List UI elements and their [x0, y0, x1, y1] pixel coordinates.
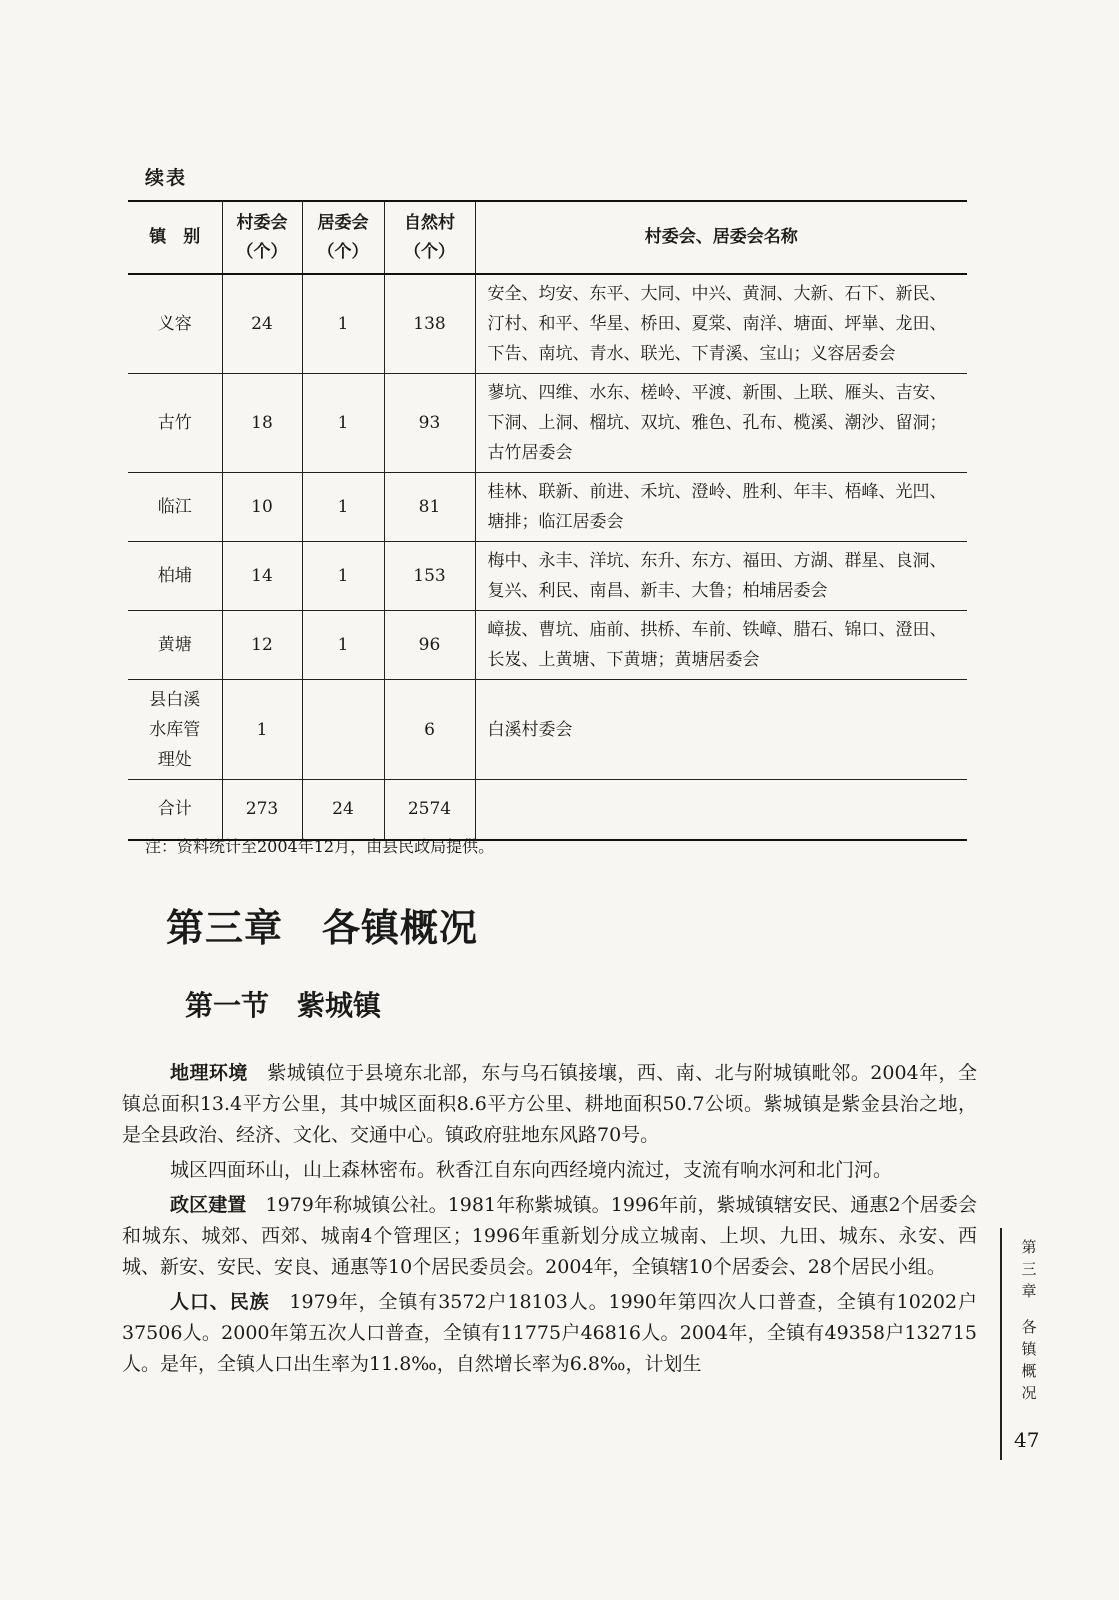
section-title: 第一节 紫城镇 [185, 989, 382, 1022]
paragraph-text: 城区四面环山，山上森林密布。秋香江自东向西经境内流过，支流有响水河和北门河。 [170, 1159, 893, 1181]
cell-resident-committees: 1 [302, 374, 384, 473]
cell-town: 黄塘 [128, 611, 222, 680]
cell-village-committees: 12 [222, 611, 302, 680]
cell-town: 合计 [128, 780, 222, 840]
header-town: 镇 别 [128, 201, 222, 274]
cell-natural-villages: 96 [384, 611, 475, 680]
table-row-total [128, 780, 967, 840]
paragraph-lead: 地理环境 [170, 1062, 248, 1084]
cell-natural-villages: 2574 [384, 780, 475, 840]
town-committee-table [128, 200, 967, 841]
paragraph-text: 紫城镇位于县境东北部，东与乌石镇接壤，西、南、北与附城镇毗邻。2004年，全镇总面积13.4平方公里，其中城区面积8.6平方公里、耕地面积50.7公顷。紫城镇是紫金县治之地，是全县政治、经济、文化、交通中心。镇政府驻地东风路70号。 [122, 1062, 977, 1146]
cell-natural-villages: 153 [384, 542, 475, 611]
cell-resident-committees: 1 [302, 611, 384, 680]
cell-committee-names: 蓼坑、四维、水东、槎岭、平渡、新围、上联、雁头、吉安、 下洞、上洞、榴坑、双坑、雅色、孔布、榄溪、潮沙、留洞； 古竹居委会 [475, 374, 967, 473]
paragraph-lead: 人口、民族 [170, 1291, 270, 1313]
cell-natural-villages: 81 [384, 473, 475, 542]
table-row [128, 274, 967, 374]
table-footnote: 注：资料统计至2004年12月，由县民政局提供。 [145, 837, 495, 856]
cell-committee-names: 桂林、联新、前进、禾坑、澄岭、胜利、年丰、梧峰、光凹、 塘排；临江居委会 [475, 473, 967, 542]
cell-resident-committees: 1 [302, 473, 384, 542]
paragraph [122, 1287, 977, 1380]
table-row [128, 611, 967, 680]
cell-village-committees: 24 [222, 274, 302, 374]
chapter-title: 第三章 各镇概况 [166, 906, 479, 950]
cell-committee-names: 嶂拔、曹坑、庙前、拱桥、车前、铁嶂、腊石、锦口、澄田、 长岌、上黄塘、下黄塘；黄塘居委会 [475, 611, 967, 680]
cell-natural-villages: 93 [384, 374, 475, 473]
page-number: 47 [1014, 1428, 1040, 1452]
paragraph-text: 1979年，全镇有3572户18103人。1990年第四次人口普查，全镇有10202户37506人。2000年第五次人口普查，全镇有11775户46816人。2004年，全镇有49358户132715人。是年，全镇人口出生率为11.8‰，自然增长率为6.8‰，计划生 [122, 1291, 977, 1375]
cell-committee-names: 梅中、永丰、洋坑、东升、东方、福田、方湖、群星、良洞、 复兴、利民、南昌、新丰、大鲁；柏埔居委会 [475, 542, 967, 611]
cell-resident-committees [302, 680, 384, 780]
cell-town: 古竹 [128, 374, 222, 473]
cell-town: 临江 [128, 473, 222, 542]
paragraph [122, 1058, 977, 1151]
table-row [128, 473, 967, 542]
cell-committee-names: 安全、均安、东平、大同、中兴、黄洞、大新、石下、新民、 汀村、和平、华星、桥田、夏棠、南洋、塘面、坪崋、龙田、 下告、南坑、青水、联光、下青溪、宝山；义容居委会 [475, 274, 967, 374]
cell-town: 柏埔 [128, 542, 222, 611]
cell-natural-villages: 6 [384, 680, 475, 780]
header-committee-names: 村委会、居委会名称 [475, 201, 967, 274]
table-row [128, 374, 967, 473]
paragraph [122, 1190, 977, 1283]
cell-resident-committees: 1 [302, 542, 384, 611]
table-row [128, 680, 967, 780]
cell-village-committees: 18 [222, 374, 302, 473]
paragraph-lead: 政区建置 [170, 1194, 247, 1216]
cell-village-committees: 1 [222, 680, 302, 780]
cell-resident-committees: 1 [302, 274, 384, 374]
header-village-committees: 村委会 （个） [222, 201, 302, 274]
cell-village-committees: 14 [222, 542, 302, 611]
cell-resident-committees: 24 [302, 780, 384, 840]
cell-committee-names: 白溪村委会 [475, 680, 967, 780]
table-header-row [128, 201, 967, 274]
table-row [128, 542, 967, 611]
paragraph [122, 1155, 977, 1186]
running-head: 第 三 章 各 镇 概 况 [1021, 1238, 1037, 1402]
cell-village-committees: 273 [222, 780, 302, 840]
header-resident-committees: 居委会 （个） [302, 201, 384, 274]
paragraph-text: 1979年称城镇公社。1981年称紫城镇。1996年前，紫城镇辖安民、通惠2个居委会和城东、城郊、西郊、城南4个管理区；1996年重新划分成立城南、上坝、九田、城东、永安、西城、新安、安民、安良、通惠等10个居民委员会。2004年，全镇辖10个居委会、28个居民小组。 [122, 1194, 977, 1278]
body-text [122, 1058, 977, 1384]
continued-table-label: 续表 [145, 167, 188, 189]
running-head-divider [1000, 1228, 1002, 1460]
header-natural-villages: 自然村 （个） [384, 201, 475, 274]
cell-town: 县白溪 水库管 理处 [128, 680, 222, 780]
cell-town: 义容 [128, 274, 222, 374]
cell-village-committees: 10 [222, 473, 302, 542]
cell-natural-villages: 138 [384, 274, 475, 374]
cell-committee-names [475, 780, 967, 840]
